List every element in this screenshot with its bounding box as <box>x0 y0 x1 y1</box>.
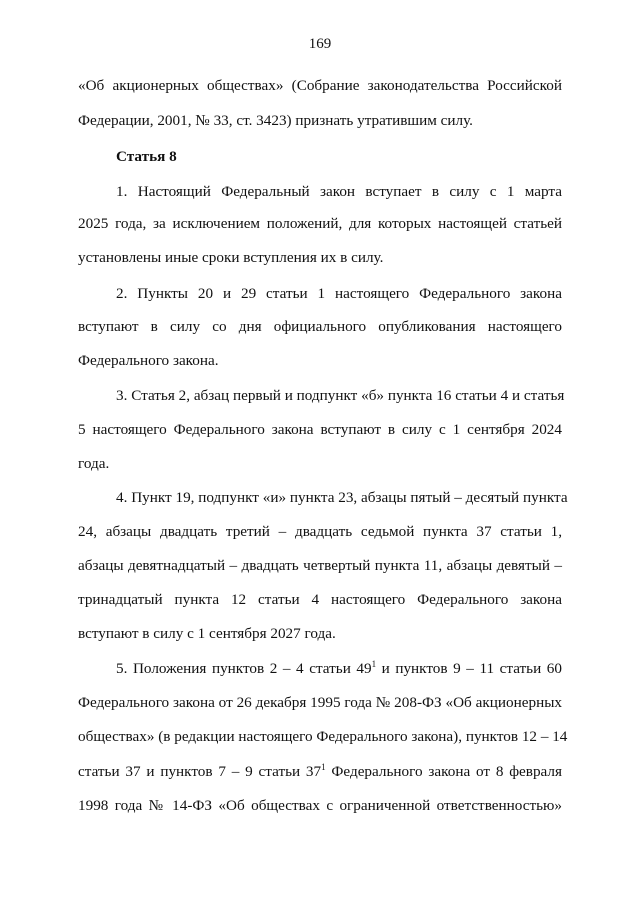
text-fragment: 5. Положения пунктов 2 – 4 статьи 49 <box>116 660 372 677</box>
superscript: 1 <box>321 762 326 772</box>
text-line: 4. Пункт 19, подпункт «и» пункта 23, абзацы пятый – десятый пункта <box>116 489 568 506</box>
text-line: вступают в силу со дня официального опубликования настоящего <box>78 318 562 335</box>
page-number: 169 <box>308 36 332 52</box>
text-line: 3. Статья 2, абзац первый и подпункт «б» пункта 16 статьи 4 и статья <box>116 387 565 404</box>
text-line: тринадцатый пункта 12 статьи 4 настоящего Федерального закона <box>78 591 562 608</box>
text-line: 24, абзацы двадцать третий – двадцать седьмой пункта 37 статьи 1, <box>78 523 562 540</box>
text-line: Федерального закона. <box>78 352 219 369</box>
text-line: вступают в силу с 1 сентября 2027 года. <box>78 625 336 642</box>
text-line: абзацы девятнадцатый – двадцать четвертый пункта 11, абзацы девятый – <box>78 557 562 574</box>
text-line: Федерации, 2001, № 33, ст. 3423) признать утратившим силу. <box>78 112 473 129</box>
text-line: установлены иные сроки вступления их в силу. <box>78 249 384 266</box>
text-line: 1. Настоящий Федеральный закон вступает в силу с 1 марта <box>116 183 562 200</box>
text-line <box>78 762 562 782</box>
text-line: «Об акционерных обществах» (Собрание законодательства Российской <box>78 77 562 94</box>
text-line: обществах» (в редакции настоящего Федерального закона), пунктов 12 – 14 <box>78 728 568 745</box>
text-line: Федерального закона от 26 декабря 1995 года № 208-ФЗ «Об акционерных <box>78 694 562 711</box>
text-line <box>116 659 562 679</box>
text-fragment: статьи 37 и пунктов 7 – 9 статьи 37 <box>78 763 322 780</box>
text-line: 1998 года № 14-ФЗ «Об обществах с ограниченной ответственностью» <box>78 797 562 814</box>
text-line: года. <box>78 455 110 472</box>
text-line: 5 настоящего Федерального закона вступают в силу с 1 сентября 2024 <box>78 421 562 438</box>
text-fragment: Федерального закона от 8 февраля <box>325 763 562 780</box>
text-line: 2. Пункты 20 и 29 статьи 1 настоящего Федерального закона <box>116 285 562 302</box>
text-line: 2025 года, за исключением положений, для которых настоящей статьей <box>78 215 562 232</box>
superscript: 1 <box>371 659 377 669</box>
text-fragment: и пунктов 9 – 11 статьи 60 <box>376 660 562 677</box>
article-heading: Статья 8 <box>116 148 177 165</box>
